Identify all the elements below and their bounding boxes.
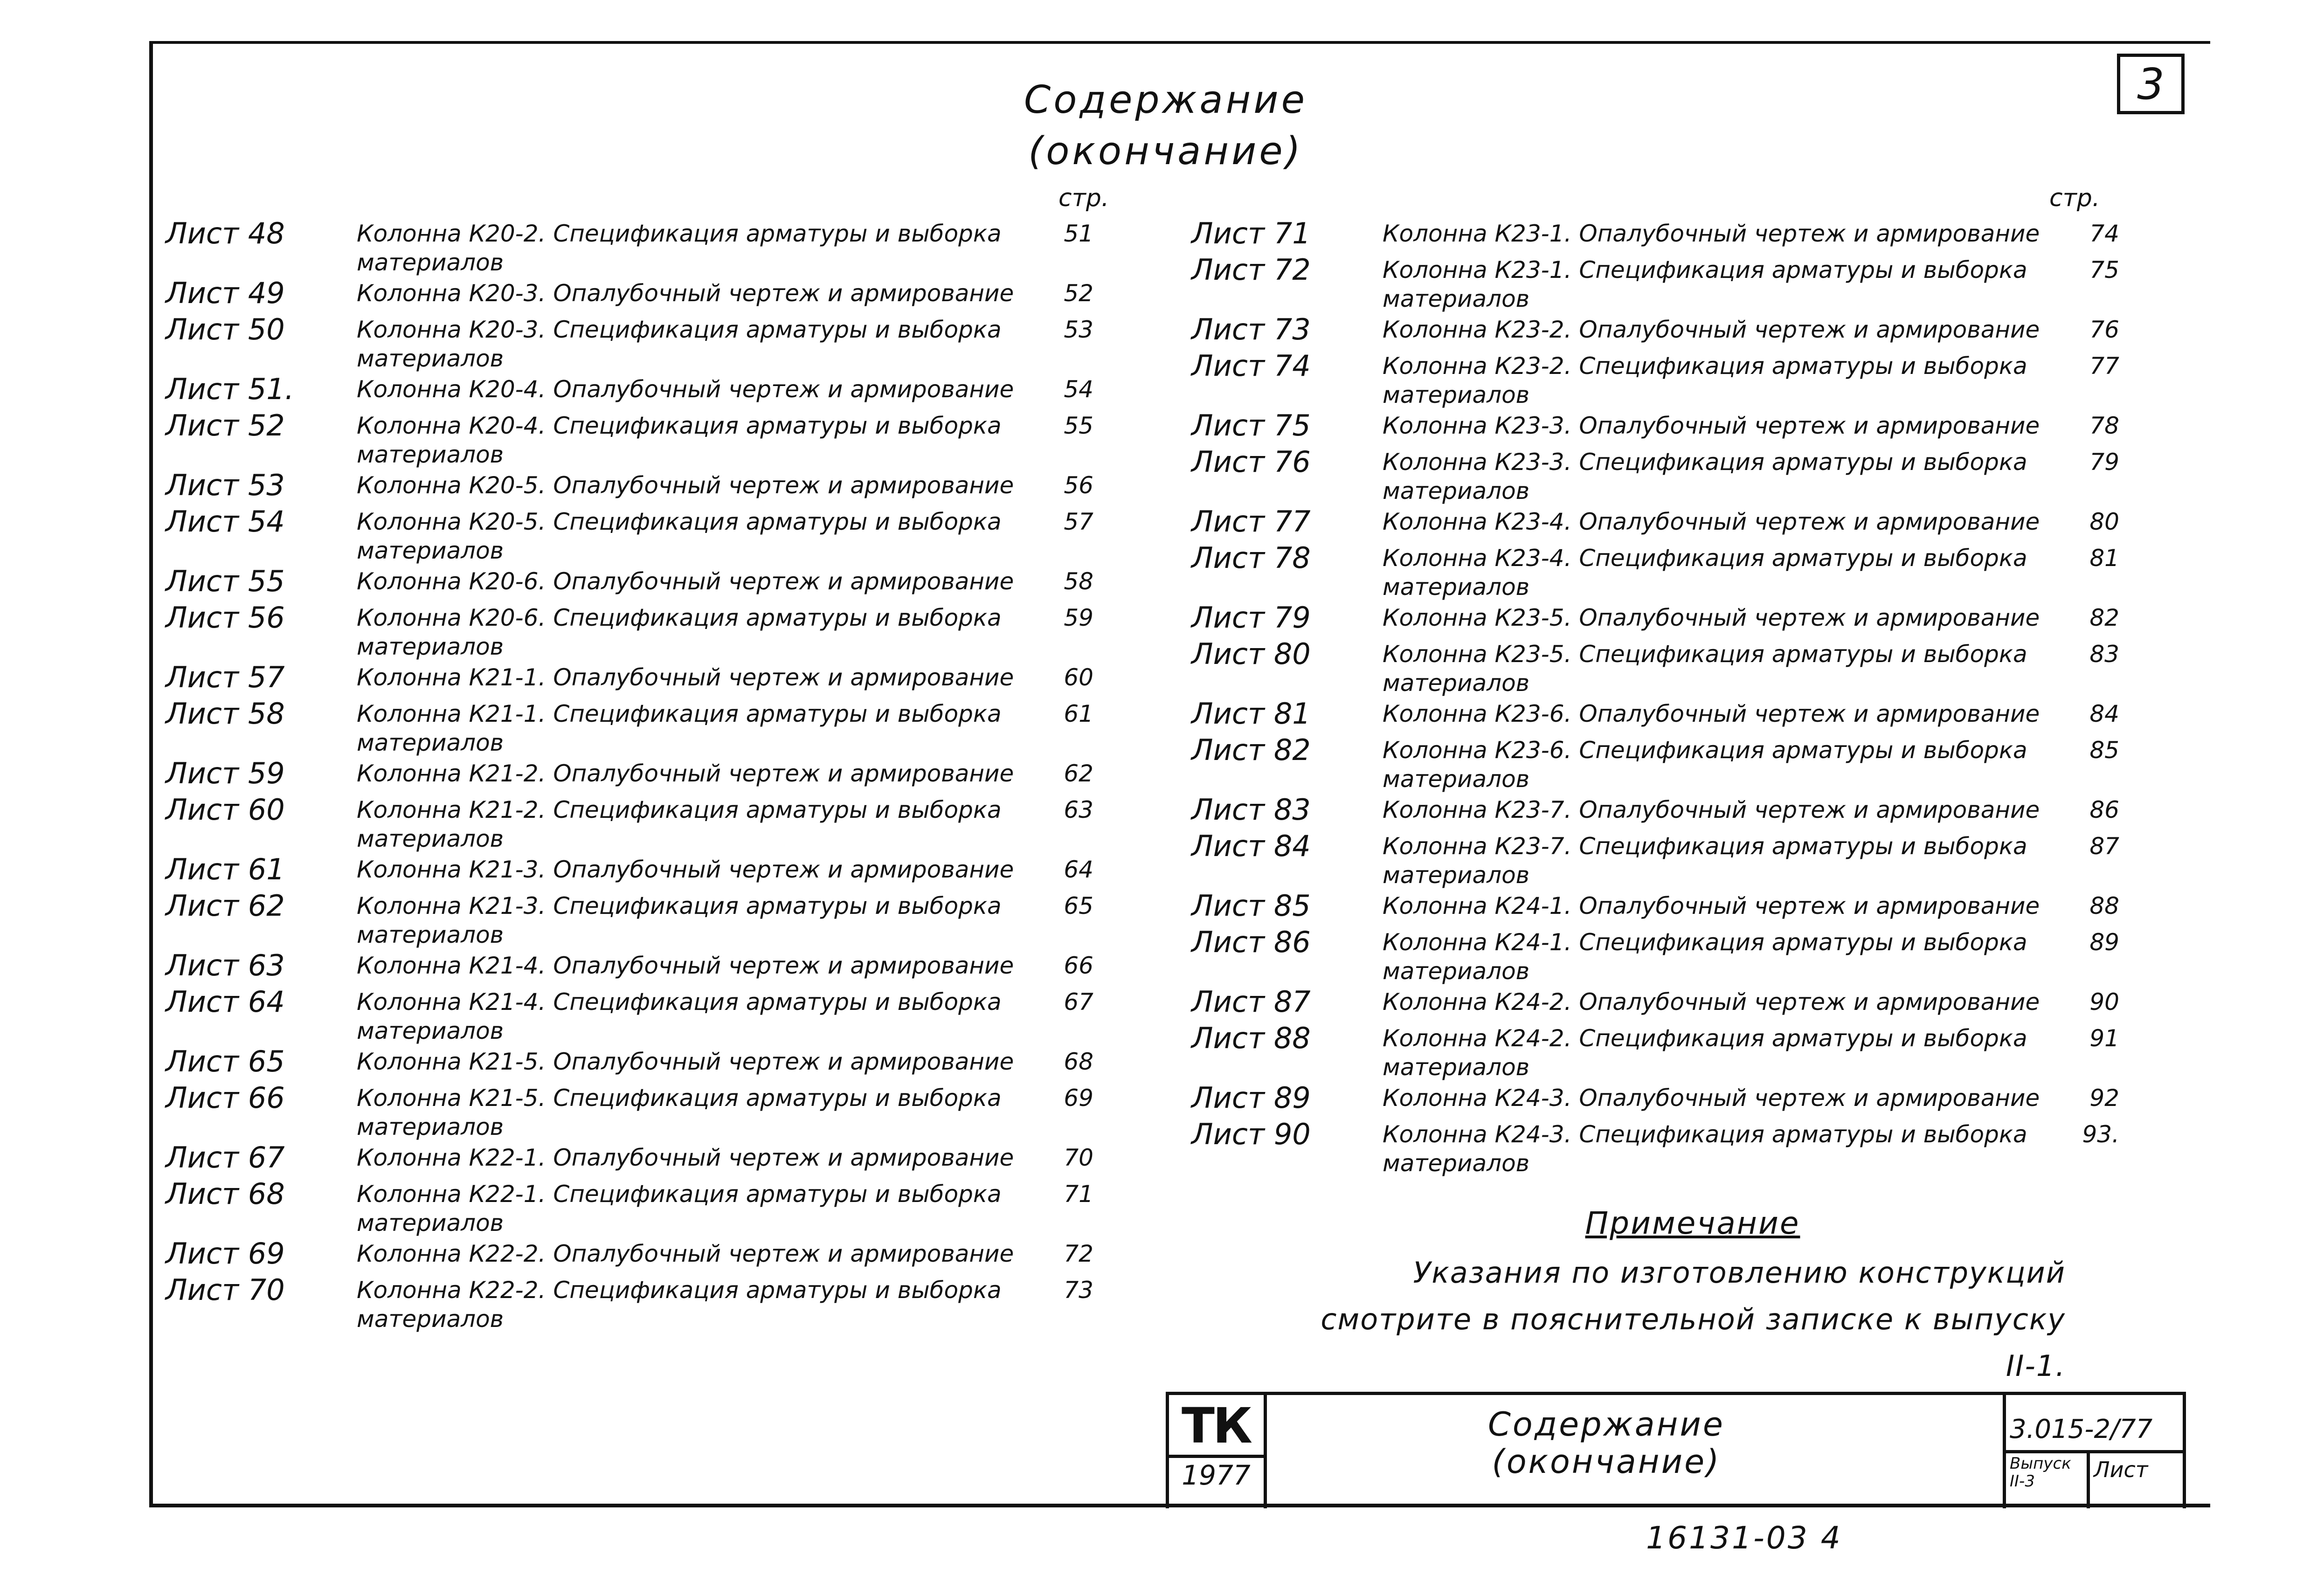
sheet-number: Лист 68 bbox=[166, 1177, 285, 1211]
entry-page-number: 82 bbox=[2089, 604, 2119, 631]
entry-text: Колонна К23-4. Опалубочный чертеж и армирование bbox=[1383, 508, 2040, 535]
issue-label: Выпуск bbox=[2010, 1454, 2071, 1473]
sheet-number: Лист 88 bbox=[1191, 1021, 1311, 1055]
issue-cell bbox=[2010, 1455, 2071, 1490]
contents-column-right bbox=[1191, 216, 2119, 1177]
note-line-1: Указания по изготовлению конструкций bbox=[1413, 1256, 2066, 1290]
sheet-number: Лист 72 bbox=[1191, 253, 1311, 287]
entry-description bbox=[1383, 315, 2119, 344]
entry-page-number: 79 bbox=[2089, 449, 2119, 476]
entry-page-number: 90 bbox=[2089, 988, 2119, 1015]
entry-text: Колонна К20-6. Спецификация арматуры и выборка материалов bbox=[357, 604, 1002, 660]
page-column-label-right: стр. bbox=[2049, 184, 2100, 212]
entry-description bbox=[357, 1276, 1093, 1333]
entry-page-number: 70 bbox=[1064, 1144, 1093, 1171]
entry-text: Колонна К22-1. Спецификация арматуры и выборка материалов bbox=[357, 1181, 1002, 1237]
entry-text: Колонна К20-2. Спецификация арматуры и выборка материалов bbox=[357, 220, 1002, 276]
sheet-number: Лист 69 bbox=[166, 1237, 285, 1271]
entry-page-number: 67 bbox=[1064, 988, 1093, 1015]
sheet-number: Лист 90 bbox=[1191, 1117, 1311, 1151]
entry-page-number: 87 bbox=[2089, 833, 2119, 860]
entry-description bbox=[357, 663, 1093, 692]
entry-description bbox=[1383, 1024, 2119, 1082]
document-code: 3.015-2/77 bbox=[2010, 1414, 2153, 1444]
entry-description bbox=[1383, 411, 2119, 440]
entry-text: Колонна К20-4. Опалубочный чертеж и армирование bbox=[357, 376, 1014, 403]
entry-description bbox=[357, 315, 1093, 373]
sheet-number: Лист 87 bbox=[1191, 985, 1311, 1019]
entry-text: Колонна К21-3. Спецификация арматуры и выборка материалов bbox=[357, 892, 1002, 948]
entry-page-number: 68 bbox=[1064, 1048, 1093, 1075]
sheet-number: Лист 76 bbox=[1191, 445, 1311, 479]
entry-text: Колонна К21-2. Опалубочный чертеж и армирование bbox=[357, 760, 1014, 787]
entry-page-number: 89 bbox=[2089, 929, 2119, 956]
entry-page-number: 84 bbox=[2089, 700, 2119, 727]
entry-page-number: 63 bbox=[1064, 796, 1093, 823]
sheet-number: Лист 81 bbox=[1191, 697, 1311, 731]
entry-page-number: 92 bbox=[2089, 1085, 2119, 1112]
sheet-number: Лист 80 bbox=[1191, 637, 1311, 671]
entry-page-number: 80 bbox=[2089, 508, 2119, 535]
entry-description bbox=[357, 795, 1093, 853]
sheet-number: Лист 84 bbox=[1191, 829, 1311, 863]
entry-text: Колонна К23-6. Спецификация арматуры и выборка материалов bbox=[1383, 737, 2027, 793]
entry-description bbox=[357, 855, 1093, 884]
entry-page-number: 91 bbox=[2089, 1025, 2119, 1052]
title-block bbox=[1166, 1392, 2186, 1508]
page-title bbox=[956, 75, 1376, 177]
entry-description bbox=[357, 567, 1093, 596]
entry-description bbox=[1383, 891, 2119, 920]
note-text bbox=[1301, 1250, 2066, 1389]
sheet-number: Лист 66 bbox=[166, 1081, 285, 1115]
note-line-2: смотрите в пояснительной записке к выпуску II-1. bbox=[1321, 1302, 2066, 1383]
sheet-number: Лист 64 bbox=[166, 985, 285, 1019]
entry-page-number: 64 bbox=[1064, 856, 1093, 883]
sheet-number: Лист 61 bbox=[166, 852, 285, 886]
entry-page-number: 73 bbox=[1064, 1277, 1093, 1304]
sheet-number: Лист 83 bbox=[1191, 793, 1311, 827]
entry-page-number: 51 bbox=[1064, 220, 1093, 247]
entry-page-number: 75 bbox=[2089, 256, 2119, 283]
entry-text: Колонна К22-1. Опалубочный чертеж и армирование bbox=[357, 1144, 1014, 1171]
entry-page-number: 56 bbox=[1064, 472, 1093, 499]
entry-text: Колонна К21-3. Опалубочный чертеж и армирование bbox=[357, 856, 1014, 883]
entry-page-number: 77 bbox=[2089, 352, 2119, 380]
entry-page-number: 55 bbox=[1064, 412, 1093, 439]
sheet-number: Лист 60 bbox=[166, 793, 285, 827]
sheet-number: Лист 86 bbox=[1191, 925, 1311, 959]
entry-description bbox=[1383, 736, 2119, 794]
stamp-title-line-1: Содержание bbox=[1488, 1405, 1725, 1444]
entry-page-number: 54 bbox=[1064, 376, 1093, 403]
entry-description bbox=[357, 759, 1093, 788]
entry-description bbox=[1383, 1120, 2119, 1178]
entry-description bbox=[357, 603, 1093, 661]
entry-page-number: 83 bbox=[2089, 641, 2119, 668]
page-number: 3 bbox=[2137, 59, 2165, 109]
sheet-number: Лист 77 bbox=[1191, 504, 1311, 539]
entry-description bbox=[1383, 640, 2119, 698]
entry-text: Колонна К24-3. Спецификация арматуры и выборка материалов bbox=[1383, 1121, 2027, 1177]
entry-page-number: 86 bbox=[2089, 796, 2119, 823]
sheet-number: Лист 89 bbox=[1191, 1081, 1311, 1115]
entry-text: Колонна К21-5. Опалубочный чертеж и армирование bbox=[357, 1048, 1014, 1075]
entry-text: Колонна К20-5. Опалубочный чертеж и армирование bbox=[357, 472, 1014, 499]
entry-description bbox=[357, 279, 1093, 308]
entry-text: Колонна К21-2. Спецификация арматуры и выборка материалов bbox=[357, 796, 1002, 852]
entry-page-number: 71 bbox=[1064, 1181, 1093, 1208]
entry-page-number: 78 bbox=[2089, 412, 2119, 439]
entry-page-number: 53 bbox=[1064, 316, 1093, 343]
entry-description bbox=[1383, 988, 2119, 1016]
tk-logo: ТК bbox=[1182, 1397, 1251, 1454]
entry-text: Колонна К23-7. Опалубочный чертеж и армирование bbox=[1383, 796, 2040, 823]
entry-text: Колонна К21-4. Спецификация арматуры и выборка материалов bbox=[357, 988, 1002, 1044]
entry-text: Колонна К23-3. Опалубочный чертеж и армирование bbox=[1383, 412, 2040, 439]
entry-description bbox=[357, 1143, 1093, 1172]
entry-text: Колонна К23-6. Опалубочный чертеж и армирование bbox=[1383, 700, 2040, 727]
entry-text: Колонна К21-4. Опалубочный чертеж и армирование bbox=[357, 952, 1014, 979]
entry-text: Колонна К24-1. Спецификация арматуры и выборка материалов bbox=[1383, 929, 2027, 985]
sheet-number: Лист 52 bbox=[166, 408, 285, 442]
entry-text: Колонна К23-5. Спецификация арматуры и выборка материалов bbox=[1383, 641, 2027, 697]
sheet-number: Лист 78 bbox=[1191, 541, 1311, 575]
entry-text: Колонна К23-1. Спецификация арматуры и выборка материалов bbox=[1383, 256, 2027, 312]
entry-text: Колонна К23-7. Спецификация арматуры и выборка материалов bbox=[1383, 833, 2027, 889]
contents-column-left bbox=[166, 216, 1093, 1333]
title-block-logo-divider bbox=[1264, 1392, 1267, 1508]
title-block-logo-rule bbox=[1166, 1455, 1264, 1458]
entry-page-number: 69 bbox=[1064, 1085, 1093, 1112]
issue-value: II-3 bbox=[2010, 1472, 2035, 1491]
entry-text: Колонна К23-5. Опалубочный чертеж и армирование bbox=[1383, 604, 2040, 631]
entry-page-number: 66 bbox=[1064, 952, 1093, 979]
sheet-number: Лист 48 bbox=[166, 216, 285, 250]
entry-text: Колонна К20-4. Спецификация арматуры и выборка материалов bbox=[357, 412, 1002, 468]
entry-description bbox=[357, 1180, 1093, 1237]
sheet-number: Лист 51. bbox=[166, 372, 294, 406]
title-block-sheet-divider bbox=[2087, 1450, 2090, 1508]
note-heading: Примечание bbox=[1585, 1205, 1800, 1241]
entry-description bbox=[357, 1047, 1093, 1076]
entry-page-number: 61 bbox=[1064, 700, 1093, 727]
entry-description bbox=[1383, 352, 2119, 409]
entry-text: Колонна К20-3. Спецификация арматуры и выборка материалов bbox=[357, 316, 1002, 372]
sheet-number: Лист 49 bbox=[166, 276, 285, 310]
stamp-year: 1977 bbox=[1182, 1459, 1251, 1491]
sheet-number: Лист 58 bbox=[166, 697, 285, 731]
entry-page-number: 62 bbox=[1064, 760, 1093, 787]
archive-number: 16131-03 4 bbox=[1646, 1520, 1842, 1556]
entry-page-number: 57 bbox=[1064, 508, 1093, 535]
entry-text: Колонна К21-5. Спецификация арматуры и выборка материалов bbox=[357, 1085, 1002, 1140]
entry-description bbox=[357, 411, 1093, 469]
title-block-code-rule bbox=[2003, 1450, 2186, 1453]
title-block-top-rule bbox=[1166, 1392, 2186, 1395]
sheet-number: Лист 56 bbox=[166, 601, 285, 635]
entry-description bbox=[357, 699, 1093, 757]
sheet-number: Лист 73 bbox=[1191, 312, 1311, 346]
entry-description bbox=[1383, 603, 2119, 632]
sheet-number: Лист 79 bbox=[1191, 601, 1311, 635]
entry-text: Колонна К20-3. Опалубочный чертеж и армирование bbox=[357, 280, 1014, 307]
title-block-left-rule bbox=[1166, 1392, 1169, 1508]
entry-text: Колонна К23-1. Опалубочный чертеж и армирование bbox=[1383, 220, 2040, 247]
sheet-number: Лист 54 bbox=[166, 504, 285, 539]
entry-description bbox=[357, 1239, 1093, 1268]
entry-page-number: 72 bbox=[1064, 1240, 1093, 1267]
entry-description bbox=[357, 219, 1093, 277]
entry-page-number: 59 bbox=[1064, 604, 1093, 631]
entry-page-number: 52 bbox=[1064, 280, 1093, 307]
entry-text: Колонна К24-2. Спецификация арматуры и выборка материалов bbox=[1383, 1025, 2027, 1081]
entry-text: Колонна К23-2. Опалубочный чертеж и армирование bbox=[1383, 316, 2040, 343]
entry-description bbox=[357, 988, 1093, 1045]
sheet-number: Лист 55 bbox=[166, 564, 285, 598]
entry-text: Колонна К23-4. Спецификация арматуры и выборка материалов bbox=[1383, 545, 2027, 601]
sheet-number: Лист 85 bbox=[1191, 889, 1311, 923]
entry-page-number: 58 bbox=[1064, 568, 1093, 595]
entry-description bbox=[1383, 699, 2119, 728]
stamp-title-line-2: (окончание) bbox=[1492, 1443, 1721, 1481]
entry-text: Колонна К23-3. Спецификация арматуры и выборка материалов bbox=[1383, 449, 2027, 504]
entry-page-number: 88 bbox=[2089, 892, 2119, 919]
entry-text: Колонна К23-2. Спецификация арматуры и выборка материалов bbox=[1383, 352, 2027, 408]
sheet-number: Лист 82 bbox=[1191, 733, 1311, 767]
sheet-number: Лист 74 bbox=[1191, 349, 1311, 383]
sheet-number: Лист 71 bbox=[1191, 216, 1311, 250]
entry-description bbox=[357, 1084, 1093, 1141]
title-line-1: Содержание bbox=[1024, 78, 1308, 122]
sheet-cell-label: Лист bbox=[2094, 1457, 2148, 1482]
entry-description bbox=[357, 375, 1093, 404]
title-line-2: (окончание) bbox=[1028, 129, 1303, 173]
sheet-number: Лист 70 bbox=[166, 1273, 285, 1307]
entry-text: Колонна К20-6. Опалубочный чертеж и армирование bbox=[357, 568, 1014, 595]
sheet-number: Лист 65 bbox=[166, 1044, 285, 1078]
entry-description bbox=[1383, 1084, 2119, 1112]
entry-text: Колонна К24-2. Опалубочный чертеж и армирование bbox=[1383, 988, 2040, 1015]
entry-description bbox=[1383, 256, 2119, 313]
sheet-number: Лист 57 bbox=[166, 660, 285, 694]
entry-text: Колонна К21-1. Опалубочный чертеж и армирование bbox=[357, 664, 1014, 691]
sheet-number: Лист 63 bbox=[166, 948, 285, 982]
entry-text: Колонна К20-5. Спецификация арматуры и выборка материалов bbox=[357, 508, 1002, 564]
entry-text: Колонна К22-2. Опалубочный чертеж и армирование bbox=[357, 1240, 1014, 1267]
entry-description bbox=[357, 951, 1093, 980]
entry-description bbox=[1383, 448, 2119, 505]
entry-description bbox=[357, 471, 1093, 500]
entry-text: Колонна К24-1. Опалубочный чертеж и армирование bbox=[1383, 892, 2040, 919]
entry-description bbox=[1383, 795, 2119, 824]
entry-description bbox=[1383, 544, 2119, 601]
entry-page-number: 93. bbox=[2082, 1121, 2119, 1148]
sheet-number: Лист 59 bbox=[166, 756, 285, 790]
sheet-number: Лист 50 bbox=[166, 312, 285, 346]
entry-page-number: 65 bbox=[1064, 892, 1093, 919]
entry-page-number: 76 bbox=[2089, 316, 2119, 343]
sheet-number: Лист 75 bbox=[1191, 408, 1311, 442]
sheet-number: Лист 53 bbox=[166, 468, 285, 502]
entry-description bbox=[357, 507, 1093, 565]
entry-text: Колонна К22-2. Спецификация арматуры и выборка материалов bbox=[357, 1277, 1002, 1333]
page-column-label-left: стр. bbox=[1058, 184, 1109, 212]
entry-text: Колонна К21-1. Спецификация арматуры и выборка материалов bbox=[357, 700, 1002, 756]
entry-description bbox=[1383, 219, 2119, 248]
stamp-title bbox=[1273, 1406, 1940, 1480]
sheet-number: Лист 67 bbox=[166, 1140, 285, 1174]
entry-text: Колонна К24-3. Опалубочный чертеж и армирование bbox=[1383, 1085, 2040, 1112]
entry-page-number: 81 bbox=[2089, 545, 2119, 572]
entry-description bbox=[1383, 832, 2119, 890]
entry-page-number: 74 bbox=[2089, 220, 2119, 247]
page-number-box bbox=[2117, 54, 2185, 114]
sheet-number: Лист 62 bbox=[166, 889, 285, 923]
entry-description bbox=[1383, 928, 2119, 986]
entry-page-number: 60 bbox=[1064, 664, 1093, 691]
entry-description bbox=[357, 891, 1093, 949]
entry-page-number: 85 bbox=[2089, 737, 2119, 764]
entry-description bbox=[1383, 507, 2119, 536]
